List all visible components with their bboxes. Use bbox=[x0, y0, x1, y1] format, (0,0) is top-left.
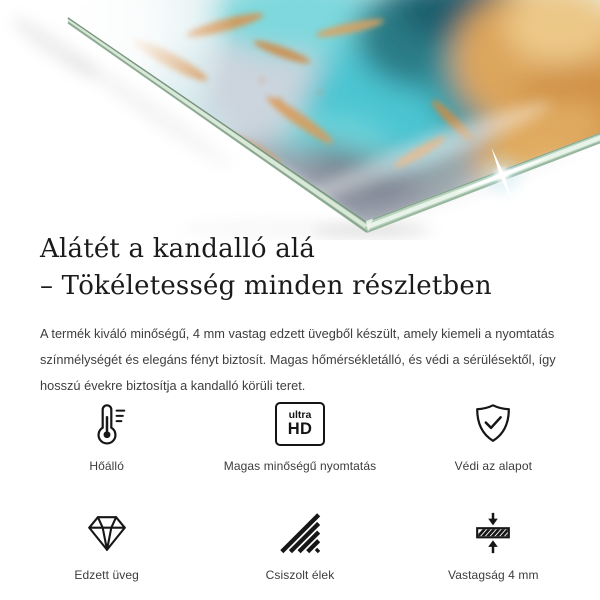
feature-thickness bbox=[397, 507, 590, 582]
product-description: A termék kiváló minőségű, 4 mm vastag edzett üvegből készült, amely kiemeli a nyomtatás színmélységét és elegáns fényt biztosít. Magas hőmérsékletálló, és védi a sérülésektől, így hosszú évekre biztosítja a kandalló körüli teret. bbox=[40, 325, 556, 393]
feature-label: Hőálló bbox=[89, 459, 124, 473]
feature-heat-resistant bbox=[10, 398, 203, 473]
marble-artwork bbox=[30, 0, 600, 240]
feature-grid bbox=[10, 398, 590, 582]
feature-print-quality bbox=[203, 398, 396, 473]
thickness-icon bbox=[470, 507, 516, 559]
feature-label: Vastagság 4 mm bbox=[448, 568, 539, 582]
section-title-line1: Alátét a kandalló alá bbox=[40, 234, 316, 264]
section-title-line2: – Tökéletesség minden részletben bbox=[40, 271, 492, 301]
ultra-hd-icon bbox=[275, 398, 325, 450]
feature-label: Csiszolt élek bbox=[265, 568, 335, 582]
ultra-hd-text-bottom: HD bbox=[287, 420, 313, 438]
feature-tempered-glass bbox=[10, 507, 203, 582]
hero-image bbox=[0, 0, 600, 240]
feature-label: Védi az alapot bbox=[454, 459, 533, 473]
feature-label: Magas minőségű nyomtatás bbox=[223, 459, 377, 473]
feature-protects-base bbox=[397, 398, 590, 473]
ultra-hd-text-top: ultra bbox=[288, 409, 312, 421]
polished-edges-icon bbox=[277, 507, 323, 559]
thermometer-icon bbox=[84, 398, 130, 450]
feature-polished-edges bbox=[203, 507, 396, 582]
section-title bbox=[40, 231, 560, 305]
glass-panel-image bbox=[0, 0, 600, 240]
feature-label: Edzett üveg bbox=[74, 568, 139, 582]
shield-check-icon bbox=[470, 398, 516, 450]
diamond-icon bbox=[84, 507, 130, 559]
